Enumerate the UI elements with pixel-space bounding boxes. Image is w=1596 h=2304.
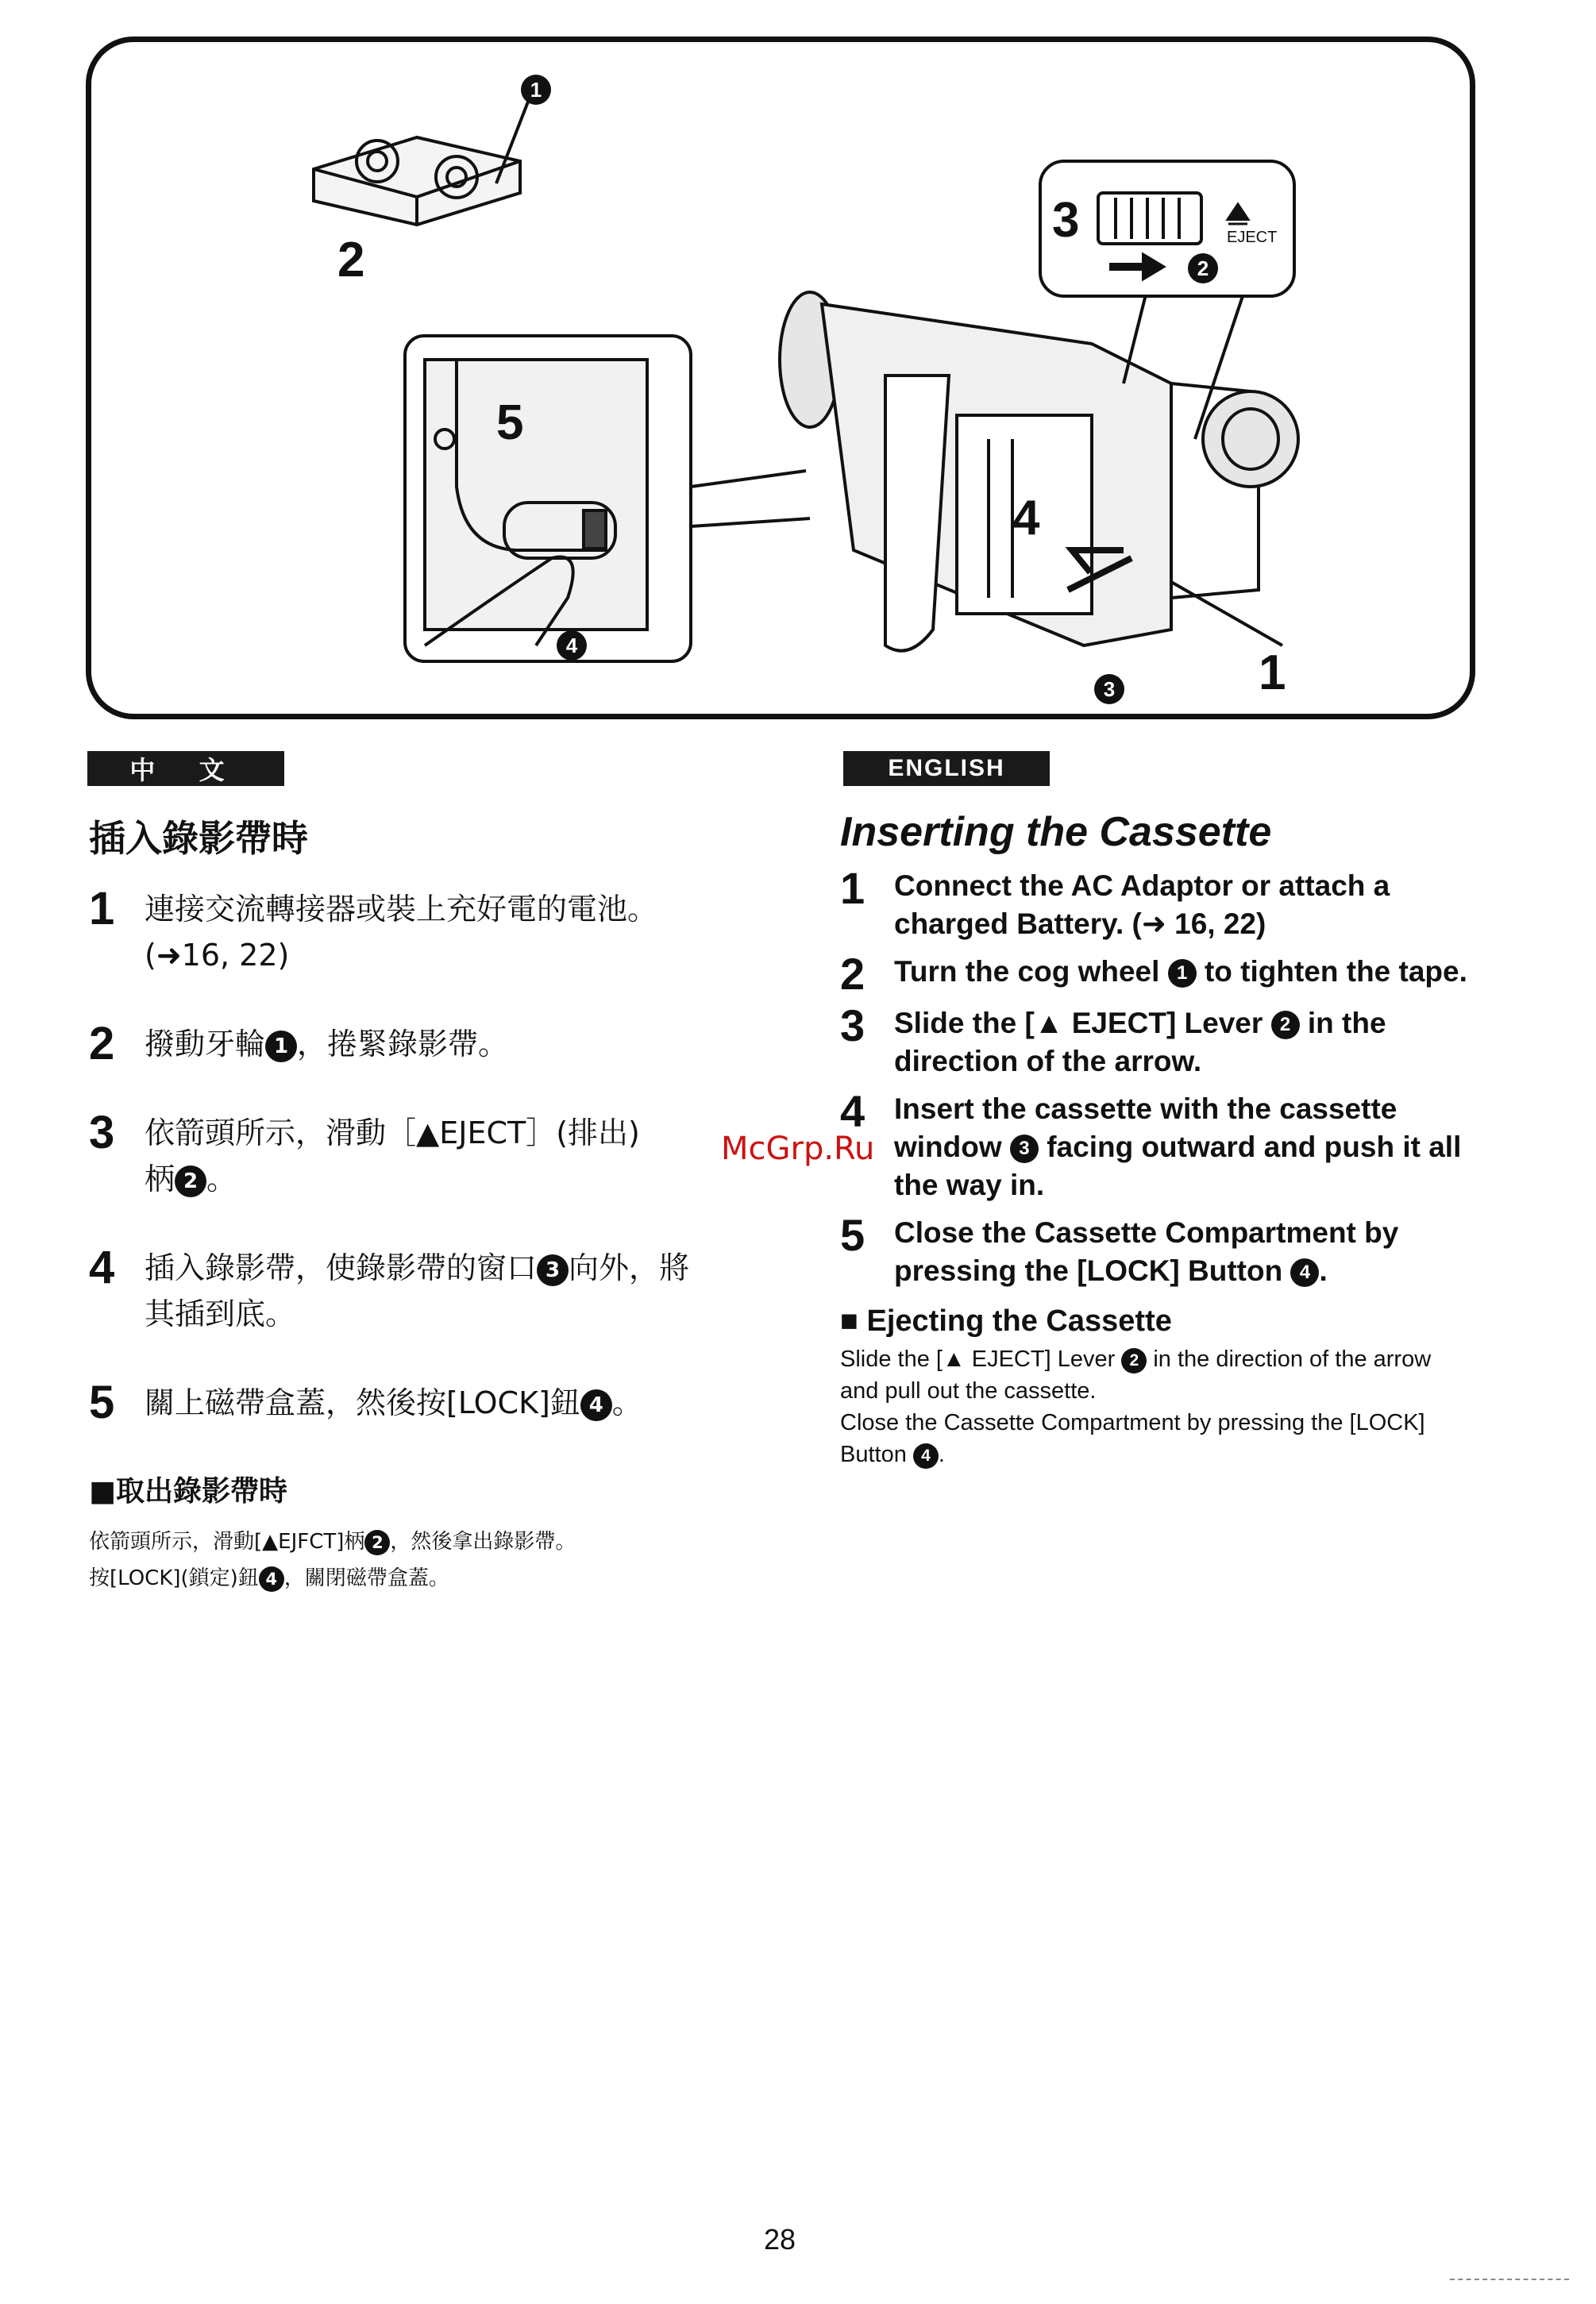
circled-4 — [557, 630, 587, 661]
circled-2 — [1188, 253, 1218, 283]
english-section-tag: ENGLISH — [843, 751, 1050, 786]
callout-5: 5 — [496, 395, 524, 450]
english-column — [840, 802, 1467, 1470]
step-text: 撥動牙輪 1 ，捲緊錄影帶。 — [145, 1027, 509, 1061]
chinese-step-1 — [89, 883, 772, 978]
svg-text:4: 4 — [565, 634, 578, 657]
english-eject-subheading: ■ Ejecting the Cassette — [840, 1304, 1172, 1339]
english-step-5 — [840, 1210, 1467, 1290]
svg-text:3: 3 — [1103, 677, 1116, 701]
camcorder-drawing — [780, 249, 1298, 651]
step-text: Insert the cassette with the cassette window 3 facing outward and push it all the way in. — [894, 1092, 1462, 1202]
chinese-eject-subheading: ■取出錄影帶時 — [89, 1475, 288, 1508]
english-step-2 — [840, 949, 1467, 999]
english-step-4 — [840, 1086, 1467, 1204]
step-number: 2 — [89, 1018, 115, 1069]
svg-text:1: 1 — [530, 78, 542, 102]
step-text: 插入錄影帶，使錄影帶的窗口 3 向外，將 其插到底。 — [145, 1250, 690, 1331]
circled-number-icon: 2 — [364, 1530, 390, 1555]
chinese-step-5 — [89, 1377, 772, 1428]
circled-1 — [521, 75, 551, 105]
step-text: Close the Cassette Compartment by pressing the [LOCK] Button 4 . — [894, 1216, 1399, 1288]
circled-number-icon: 2 — [1271, 1011, 1300, 1039]
circled-number-icon: 4 — [913, 1443, 939, 1469]
circled-number-icon: 3 — [1010, 1135, 1039, 1163]
english-title: Inserting the Cassette — [840, 809, 1272, 855]
english-step-3 — [840, 1000, 1467, 1081]
illustration-panel — [86, 37, 1475, 719]
english-eject-body — [840, 1343, 1467, 1470]
lock-inset-drawing — [405, 336, 810, 661]
step-number: 5 — [840, 1210, 865, 1261]
circled-number-icon: 2 — [1121, 1348, 1147, 1374]
body-line: 按[LOCK](鎖定)鈕 4 ，關閉磁帶盒蓋。 — [89, 1566, 449, 1590]
circled-number-icon: 4 — [259, 1566, 284, 1592]
callout-2: 2 — [337, 233, 365, 287]
english-step-1 — [840, 863, 1467, 943]
callout-3: 3 — [1052, 193, 1080, 248]
chinese-step-3 — [89, 1107, 772, 1202]
step-number: 3 — [840, 1000, 865, 1051]
step-text: 依箭頭所示，滑動［▲EJECT］(排出) 柄 2 。 — [145, 1115, 640, 1196]
circled-number-icon: 1 — [265, 1031, 297, 1062]
circled-number-icon: 3 — [537, 1254, 569, 1286]
body-line: Close the Cassette Compartment by pressing the [LOCK] Button 4 . — [840, 1410, 1425, 1468]
chinese-title: 插入錄影帶時 — [89, 817, 308, 860]
cassette-drawing — [314, 98, 530, 225]
step-number: 4 — [840, 1086, 865, 1137]
circled-number-icon: 4 — [1290, 1258, 1319, 1287]
svg-text:2: 2 — [1197, 256, 1209, 280]
step-text: Connect the AC Adaptor or attach a charged Battery. (➜ 16, 22) — [894, 869, 1390, 940]
chinese-eject-body — [89, 1524, 772, 1597]
circled-number-icon: 4 — [580, 1389, 612, 1421]
step-number: 3 — [89, 1107, 115, 1158]
circled-number-icon: 2 — [175, 1165, 206, 1197]
edge-rule — [1450, 2279, 1569, 2280]
step-number: 4 — [89, 1242, 115, 1293]
eject-label: EJECT — [1227, 229, 1278, 246]
step-text: 關上磁帶盒蓋，然後按[LOCK]鈕 4 。 — [145, 1385, 642, 1420]
watermark: McGrp.Ru — [721, 1131, 875, 1167]
step-text: Turn the cog wheel 1 to tighten the tape. — [894, 955, 1467, 988]
chinese-step-2 — [89, 1018, 772, 1069]
page-number: 28 — [764, 2223, 796, 2256]
body-line: Slide the [▲ EJECT] Lever 2 in the direction of the arrow and pull out the cassette. — [840, 1347, 1432, 1404]
step-text: 連接交流轉接器或裝上充好電的電池。 (➜16, 22) — [145, 892, 658, 973]
step-number: 5 — [89, 1377, 115, 1428]
callout-4: 4 — [1012, 491, 1040, 545]
step-text: Slide the [▲ EJECT] Lever 2 in the direction of the arrow. — [894, 1007, 1386, 1078]
step-number: 1 — [89, 883, 115, 934]
chinese-column — [89, 802, 772, 1597]
circled-3 — [1094, 674, 1124, 704]
body-line: 依箭頭所示，滑動[▲EJFCT]柄 2 ，然後拿出錄影帶。 — [89, 1530, 576, 1554]
callout-1: 1 — [1259, 645, 1286, 700]
chinese-section-tag: 中 文 — [87, 751, 284, 786]
circled-number-icon: 1 — [1168, 959, 1197, 988]
chinese-step-4 — [89, 1242, 772, 1337]
camcorder-illustration — [91, 42, 1470, 714]
step-number: 2 — [840, 949, 865, 999]
step-number: 1 — [840, 863, 865, 913]
